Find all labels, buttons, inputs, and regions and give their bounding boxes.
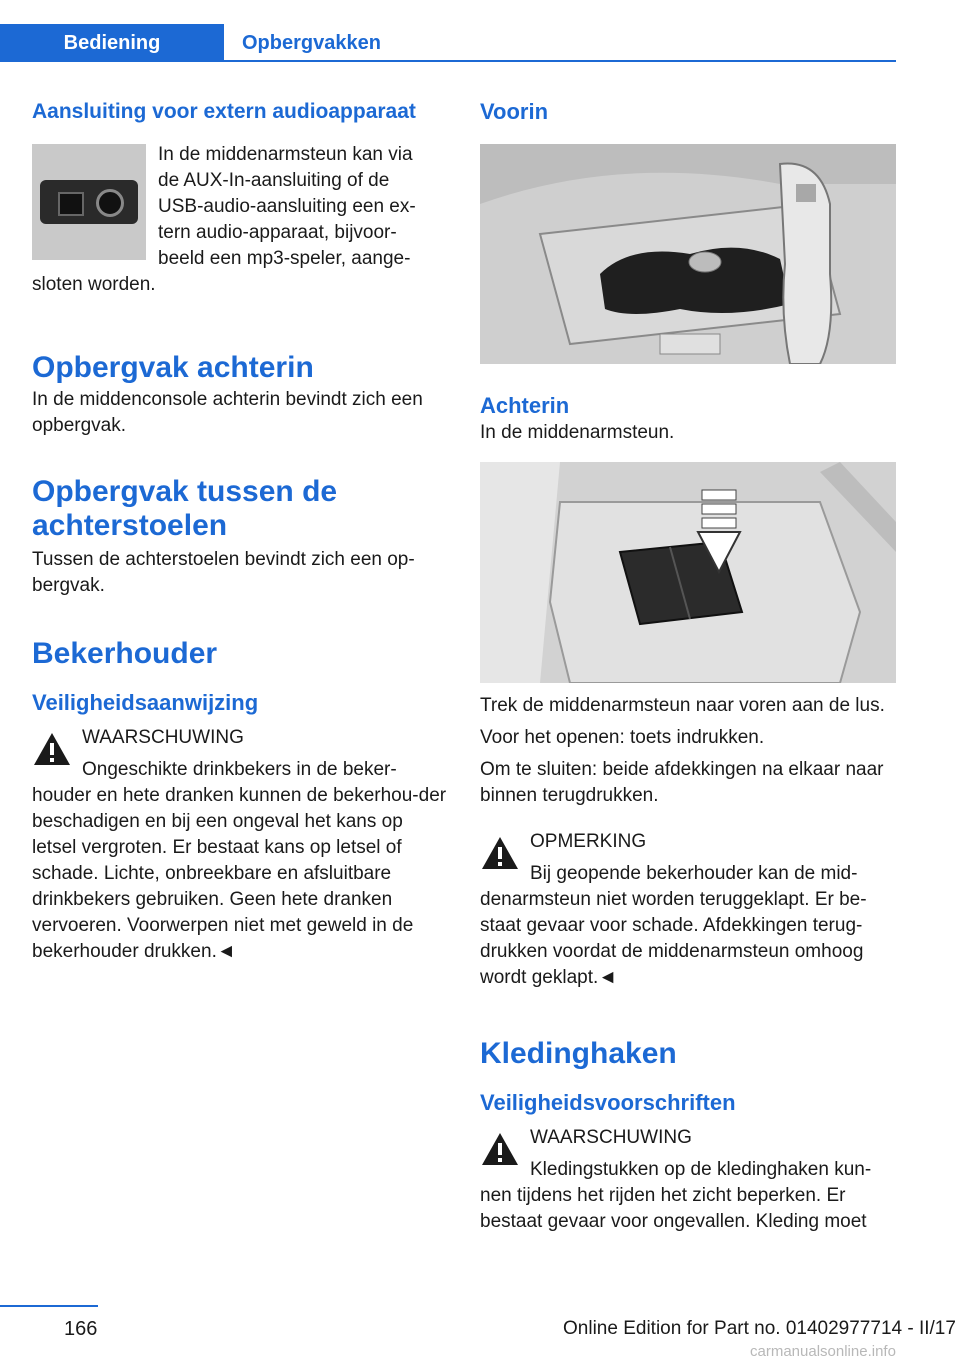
aux-text-line: de AUX-In-aansluiting of de xyxy=(158,170,390,191)
rear-compartment-heading: Opbergvak achterin xyxy=(32,351,314,384)
usb-port-icon xyxy=(58,192,84,216)
watermark: carmanualsonline.info xyxy=(750,1343,896,1360)
aux-text-line: sloten worden. xyxy=(32,274,156,295)
warning-triangle-icon xyxy=(32,731,72,767)
aux-text-line: In de middenarmsteun kan via xyxy=(158,144,413,165)
aux-text-line: beeld een mp3-speler, aange- xyxy=(158,248,411,269)
rear-armrest-image xyxy=(480,462,896,683)
rear-heading: Achterin xyxy=(480,393,570,418)
aux-jack-icon xyxy=(96,189,124,217)
page-number: 166 xyxy=(64,1318,98,1340)
aux-section xyxy=(32,126,448,311)
aux-heading: Aansluiting voor extern audioapparaat xyxy=(32,100,416,123)
aux-usb-port-image xyxy=(32,144,146,260)
between-seats-text: Tussen de achterstoelen bevindt zich een op-bergvak. xyxy=(32,549,415,596)
warning-text: nen tijdens het rijden het zicht beperken. Er bestaat gevaar voor ongevallen. Kleding moet xyxy=(480,1185,867,1232)
note-block xyxy=(480,829,896,991)
note-text-line: Bij geopende bekerhouder kan de mid- xyxy=(530,863,858,884)
warning-label: WAARSCHUWING xyxy=(530,1127,692,1148)
front-cupholder-illustration xyxy=(480,144,896,364)
warning-text-line: Kledingstukken op de kledinghaken kun- xyxy=(530,1159,872,1180)
safety-rules-heading: Veiligheidsvoorschriften xyxy=(480,1090,736,1115)
aux-text-line: USB-audio-aansluiting een ex- xyxy=(158,196,416,217)
cupholder-heading: Bekerhouder xyxy=(32,637,218,670)
warning-triangle-icon xyxy=(480,1131,520,1167)
front-cupholder-image xyxy=(480,144,896,364)
page-header xyxy=(0,0,960,62)
coat-hooks-heading: Kledinghaken xyxy=(480,1037,677,1070)
right-column xyxy=(480,98,896,1235)
warning-block xyxy=(32,725,448,965)
front-heading: Voorin xyxy=(480,99,549,124)
warning-text: houder en hete dranken kunnen de bekerhou-der beschadigen en bij een ongeval het kans op letsel vergroten. Er bestaat kans op letsel of schade. Lichte, onbreekbare en afsluitbare drinkbekers gebruiken. Geen hete dranken vervoeren. Voorwerpen niet met geweld in de bekerhouder drukken.◄ xyxy=(32,785,447,962)
edition-text: Online Edition for Part no. 01402977714 - II/17 xyxy=(563,1318,956,1339)
close-text: Om te sluiten: beide afdekkingen na elkaar naar binnen terugdrukken. xyxy=(480,759,884,806)
tab-bediening[interactable]: Bediening xyxy=(0,24,224,62)
open-text: Voor het openen: toets indrukken. xyxy=(480,727,765,748)
safety-note-heading: Veiligheidsaanwijzing xyxy=(32,690,259,715)
footer-rule xyxy=(0,1305,98,1307)
header-rule xyxy=(224,60,896,62)
warning-triangle-icon xyxy=(480,835,520,871)
rear-text: In de middenarmsteun. xyxy=(480,422,675,443)
tab-opbergvakken[interactable]: Opbergvakken xyxy=(242,31,381,54)
rear-compartment-text: In de middenconsole achterin bevindt zich een opbergvak. xyxy=(32,389,423,436)
aux-text-line: tern audio-apparaat, bijvoor- xyxy=(158,222,397,243)
left-column xyxy=(32,98,448,965)
rear-armrest-illustration xyxy=(480,462,896,683)
between-seats-heading: Opbergvak tussen de achterstoelen xyxy=(32,475,338,542)
warning-block xyxy=(480,1125,896,1235)
note-text: denarmsteun niet worden teruggeklapt. Er be-staat gevaar voor schade. Afdekkingen terug-drukken voordat de middenarmsteun omhoog wordt geklapt.◄ xyxy=(480,889,867,988)
note-label: OPMERKING xyxy=(530,831,647,852)
pull-armrest-text: Trek de middenarmsteun naar voren aan de lus. xyxy=(480,695,885,716)
warning-label: WAARSCHUWING xyxy=(82,727,244,748)
warning-text-line: Ongeschikte drinkbekers in de beker- xyxy=(82,759,397,780)
